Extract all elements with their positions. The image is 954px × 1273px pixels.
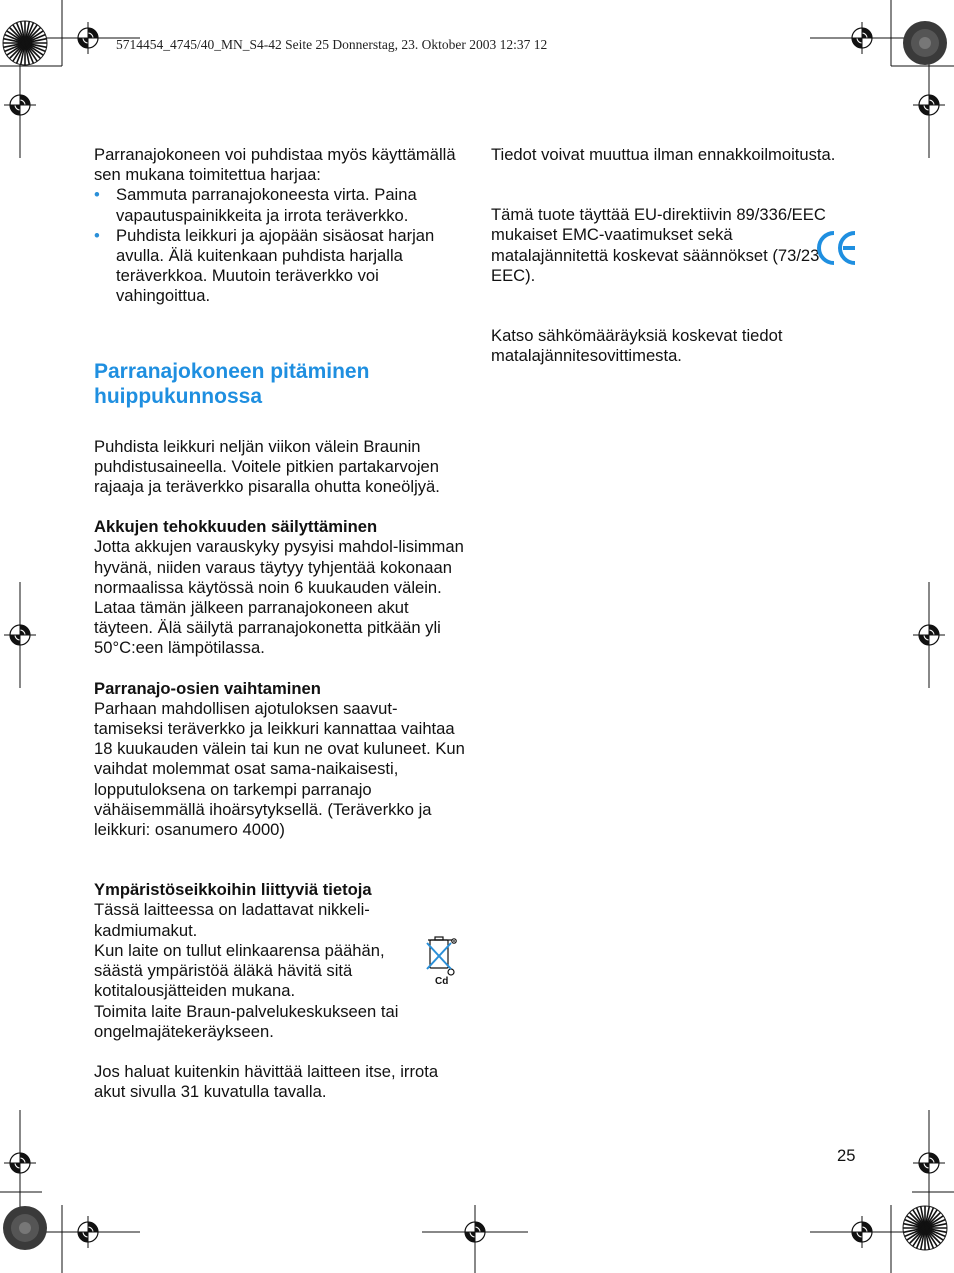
environment-text-4: Jos haluat kuitenkin hävittää laitteen itse, irrota akut sivulla 31 kuvatulla tavalla. xyxy=(94,1061,439,1102)
print-slug: 5714454_4745/40_MN_S4-42 Seite 25 Donnerstag, 23. Oktober 2003 12:37 12 xyxy=(116,37,548,52)
cleaning-intro: Parranajokoneen voi puhdistaa myös käyttämällä sen mukana toimitettua harjaa: xyxy=(94,145,456,185)
page-number: 25 xyxy=(837,1146,856,1165)
environment-title: Ympäristöseikkoihin liittyviä tietoja xyxy=(94,880,372,900)
battery-title: Akkujen tehokkuuden säilyttäminen xyxy=(94,517,378,537)
change-notice: Tiedot voivat muuttua ilman ennakkoilmoitusta. xyxy=(491,145,836,164)
environment-text-1: Tässä laitteessa on ladattavat nikkeli-kadmiumakut. xyxy=(94,900,370,940)
parts-title: Parranajo-osien vaihtaminen xyxy=(94,678,321,698)
electrical-notice: Katso sähkömääräyksiä koskevat tiedot matalajännitesovittimesta. xyxy=(491,326,783,366)
section-heading: Parranajokoneen pitäminen huippukunnossa xyxy=(94,359,370,408)
list-item: • Puhdista leikkuri ja ajopään sisäosat harjan avulla. Älä kuitenkaan puhdista harjalla teräverkkoa. Muutoin teräverkko voi vahingoittua. xyxy=(94,226,466,307)
left-column xyxy=(94,145,466,1102)
list-item: • Sammuta parranajokoneesta virta. Paina vapautuspainikkeita ja irrota teräverkko. xyxy=(94,185,466,225)
crossed-bin-icon xyxy=(424,935,458,977)
right-column xyxy=(491,145,851,366)
cleaning-steps xyxy=(94,185,466,306)
cadmium-label: Cd xyxy=(435,976,449,987)
maintenance-text: Puhdista leikkuri neljän viikon välein Braunin puhdistusaineella. Voitele pitkien partakarvojen rajaaja ja teräverkko pisaralla ohutta koneöljyä. xyxy=(94,436,440,497)
battery-text: Jotta akkujen varauskyky pysyisi mahdol-lisimman hyvänä, niiden varaus täytyy tyhjentää kokonaan normaalissa käytössä noin 6 kuukauden välein. Lataa tämän jälkeen parranajokoneen akut täyteen. Älä säilytä parranajokonetta pitkään yli 50°C:een lämpötilassa. xyxy=(94,537,464,658)
eu-compliance-text: Tämä tuote täyttää EU-direktiivin 89/336/EEC mukaiset EMC-vaatimukset sekä matalajännitettä koskevat säännökset (73/23 EEC). xyxy=(491,205,826,285)
parts-text: Parhaan mahdollisen ajotuloksen saavut-tamiseksi teräverkko ja leikkuri kannattaa vaihtaa 18 kuukauden välein tai kun ne ovat kuluneet. Kun vaihdat molemmat osat sama-naikaisesti, lopputuloksena on tarkempi parranajo vähäisemmällä ihoärsytyksellä. (Teräverkko ja leikkuri: osanumero 4000) xyxy=(94,698,465,840)
environment-text-2: Kun laite on tullut elinkaarensa päähän, säästä ympäristöä äläkä hävitä sitä kotitalousjätteiden mukana. xyxy=(94,940,385,1001)
environment-text-3: Toimita laite Braun-palvelukeskukseen tai ongelmajätekeräykseen. xyxy=(94,1001,399,1041)
ce-mark-icon xyxy=(815,228,859,268)
